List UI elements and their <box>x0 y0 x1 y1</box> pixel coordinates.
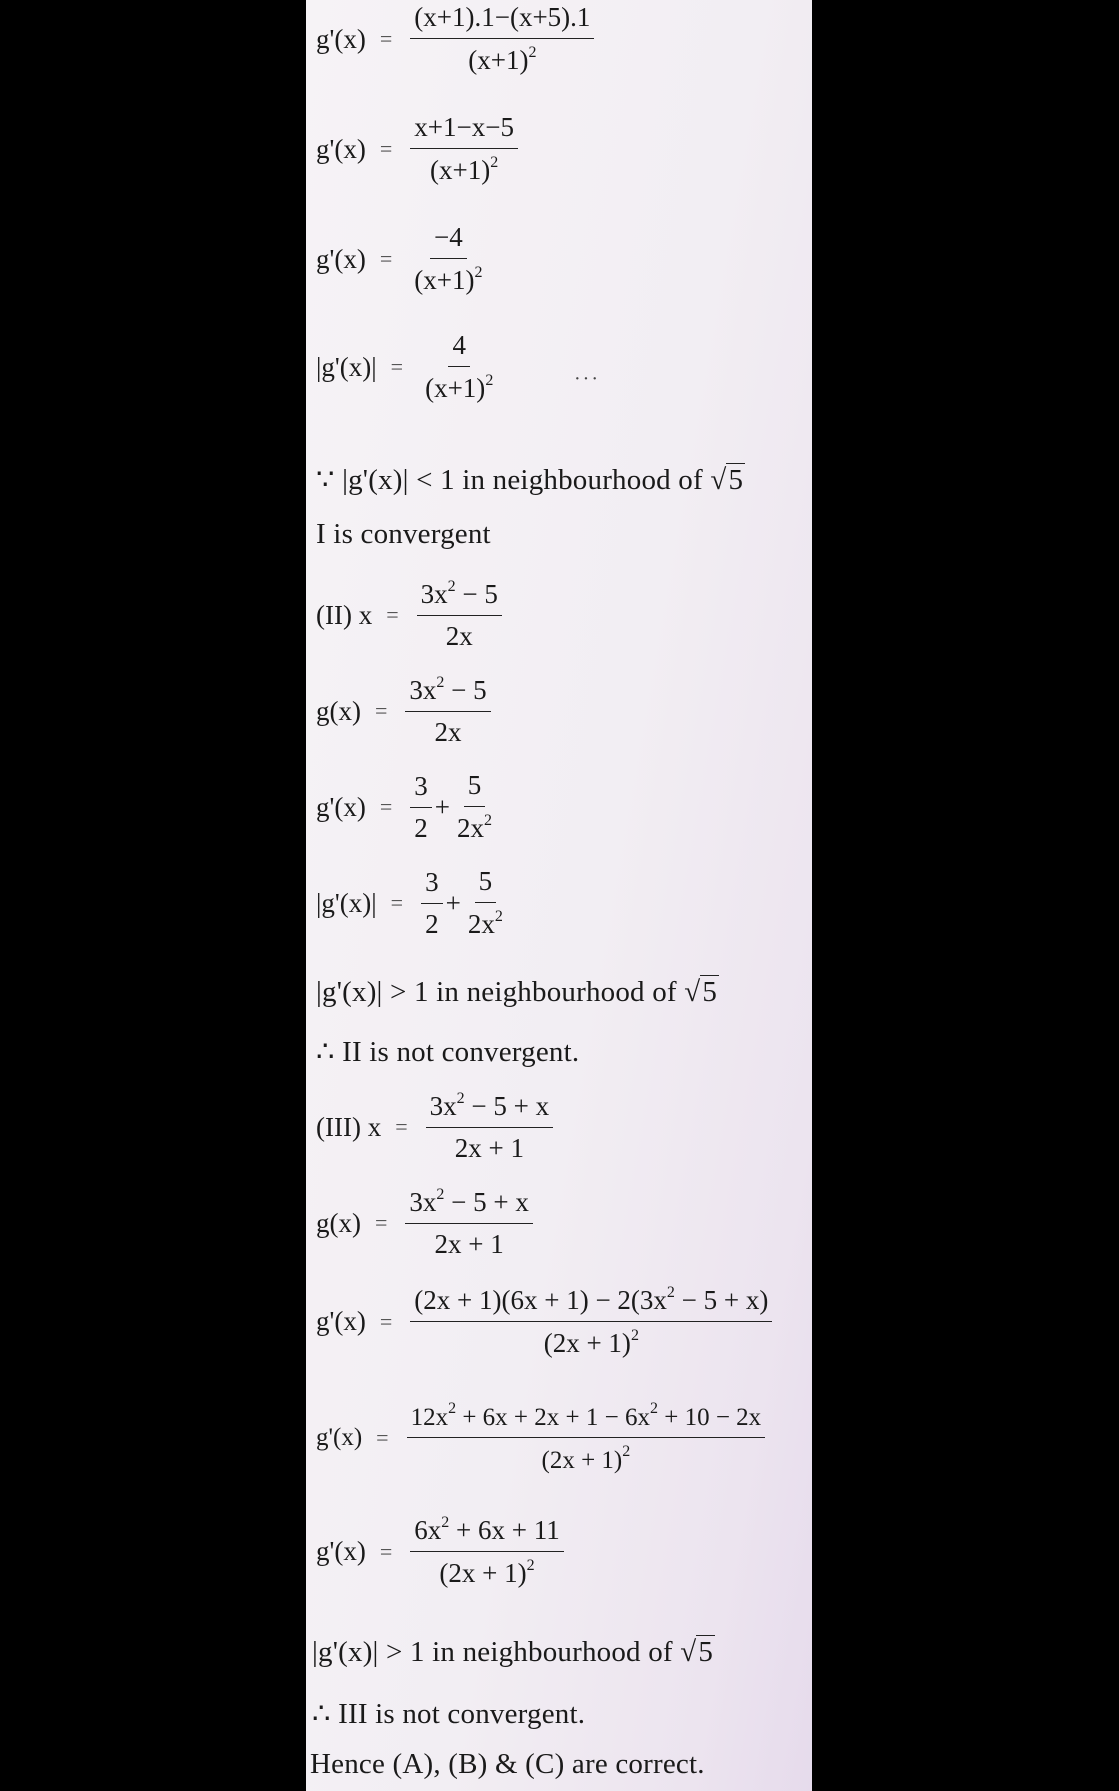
fraction <box>410 771 432 844</box>
denominator-text: 2x <box>457 813 485 843</box>
numerator <box>426 1090 553 1128</box>
denominator-text: (2x + 1) <box>541 1447 623 1474</box>
denominator-text: (x+1) <box>425 373 486 403</box>
conclusion-1: I is convergent <box>316 518 491 550</box>
equation-1 <box>316 2 594 76</box>
exponent: 2 <box>447 578 456 595</box>
equals-sign: = <box>390 354 404 379</box>
equals-sign: = <box>379 26 393 51</box>
denominator-text: (2x + 1) <box>543 1328 631 1358</box>
equation-8 <box>316 866 507 940</box>
numerator: 4 <box>448 330 470 367</box>
numerator <box>405 674 490 712</box>
equals-sign: = <box>379 794 393 819</box>
statement-convergence-1 <box>316 462 745 497</box>
exponent: 2 <box>649 1400 658 1417</box>
numerator: 5 <box>464 770 486 807</box>
numerator-term: − 5 + x) <box>674 1285 769 1315</box>
numerator <box>405 1186 532 1224</box>
denominator: 2x + 1 <box>434 1229 504 1259</box>
denominator: 2x <box>434 717 462 747</box>
fraction <box>410 1284 772 1359</box>
radicand: 5 <box>698 1636 714 1668</box>
denominator-text: 2x <box>467 909 495 939</box>
denominator: 2 <box>414 812 428 843</box>
equation-lhs: g'(x) <box>316 23 366 54</box>
denominator <box>464 903 507 940</box>
numerator-term: + 6x + 11 <box>449 1515 560 1545</box>
denominator <box>410 259 486 296</box>
exponent: 2 <box>622 1443 631 1460</box>
equals-sign: = <box>379 246 393 271</box>
exponent: 2 <box>441 1514 450 1531</box>
equation-4 <box>316 330 497 404</box>
equation-lhs: (II) x <box>316 599 373 630</box>
fraction <box>410 222 486 296</box>
denominator <box>421 367 497 404</box>
numerator-term: + 6x + 2x + 1 − 6x <box>456 1404 650 1431</box>
statement-text: |g'(x)| > 1 in neighbourhood of <box>316 976 685 1008</box>
exponent: 2 <box>436 1186 445 1203</box>
denominator <box>453 807 496 844</box>
square-root <box>684 976 719 1009</box>
numerator-term: 3x <box>409 1187 437 1217</box>
equation-12 <box>316 1400 765 1475</box>
denominator <box>435 1552 538 1589</box>
equation-11 <box>316 1284 772 1359</box>
numerator-term: 6x <box>414 1515 442 1545</box>
equation-lhs: g'(x) <box>316 1423 363 1451</box>
numerator: 3 <box>421 867 443 904</box>
denominator: 2x <box>445 621 473 651</box>
document-page <box>306 0 812 1791</box>
radical-sign: √ <box>710 464 727 496</box>
equation-3 <box>316 222 487 296</box>
numerator-term: − 5 <box>455 579 498 609</box>
numerator <box>417 578 502 616</box>
equals-sign: = <box>374 698 388 723</box>
equals-sign: = <box>395 1114 408 1139</box>
fraction <box>417 578 502 652</box>
numerator: x+1−x−5 <box>410 112 518 149</box>
exponent: 2 <box>630 1327 639 1344</box>
numerator-term: − 5 + x <box>444 1187 529 1217</box>
statement-text: ∵ |g'(x)| < 1 in neighbourhood of <box>316 464 711 496</box>
fraction <box>405 1186 532 1260</box>
conclusion-2: ∴ II is not convergent. <box>316 1036 580 1068</box>
equation-5 <box>316 578 502 652</box>
numerator: −4 <box>430 222 467 259</box>
equation-7 <box>316 770 496 844</box>
radicand: 5 <box>728 464 744 496</box>
denominator <box>464 39 540 76</box>
fraction <box>407 1400 766 1475</box>
numerator: 5 <box>475 866 497 903</box>
exponent: 2 <box>494 908 503 925</box>
numerator-term: 3x <box>409 675 437 705</box>
statement-convergence-2 <box>316 976 719 1009</box>
statement-convergence-3 <box>312 1636 715 1669</box>
denominator <box>538 1438 635 1475</box>
equation-lhs: g(x) <box>316 1207 361 1238</box>
equation-lhs: |g'(x)| <box>316 351 377 382</box>
radical-sign: √ <box>680 1636 697 1668</box>
denominator: 2x + 1 <box>454 1133 524 1163</box>
exponent: 2 <box>484 812 493 829</box>
conclusion-3: ∴ III is not convergent. <box>312 1698 586 1730</box>
equation-lhs: g'(x) <box>316 133 366 164</box>
exponent: 2 <box>485 372 494 389</box>
numerator: (x+1).1−(x+5).1 <box>410 2 594 39</box>
fraction <box>421 330 497 404</box>
numerator-term: (2x + 1)(6x + 1) − 2(3x <box>414 1285 667 1315</box>
plus-sign: + <box>445 887 461 918</box>
numerator: 3 <box>410 771 432 808</box>
exponent: 2 <box>448 1400 457 1417</box>
fraction <box>464 866 507 940</box>
fraction <box>421 867 443 940</box>
equals-sign: = <box>379 1308 393 1334</box>
denominator <box>426 149 502 186</box>
radicand: 5 <box>702 976 718 1008</box>
denominator: 2 <box>425 908 439 939</box>
final-answer: Hence (A), (B) & (C) are correct. <box>310 1748 705 1780</box>
numerator-term: 3x <box>420 579 448 609</box>
equals-sign: = <box>379 136 393 161</box>
square-root <box>710 464 745 497</box>
equation-lhs: g(x) <box>316 695 361 726</box>
square-root <box>680 1636 715 1669</box>
denominator-text: (x+1) <box>414 265 475 295</box>
fraction <box>410 2 594 76</box>
exponent: 2 <box>526 1557 535 1574</box>
numerator <box>410 1284 772 1322</box>
equation-lhs: g'(x) <box>316 243 366 274</box>
numerator <box>407 1400 766 1438</box>
numerator-term: 3x <box>429 1091 457 1121</box>
equation-9 <box>316 1090 553 1164</box>
equation-lhs: |g'(x)| <box>316 887 377 918</box>
fraction <box>410 1514 563 1589</box>
equation-13 <box>316 1514 564 1589</box>
exponent: 2 <box>528 44 537 61</box>
numerator-term: − 5 <box>444 675 487 705</box>
equation-2 <box>316 112 518 186</box>
radical-sign: √ <box>684 976 701 1008</box>
fraction <box>405 674 490 748</box>
numerator-term: + 10 − 2x <box>657 1404 762 1431</box>
numerator-term: 12x <box>410 1404 449 1431</box>
equation-lhs: g'(x) <box>316 1306 366 1336</box>
plus-sign: + <box>434 791 451 822</box>
equals-sign: = <box>376 1424 389 1450</box>
denominator-text: (2x + 1) <box>439 1558 527 1588</box>
denominator-text: (x+1) <box>468 45 529 75</box>
exponent: 2 <box>666 1284 675 1301</box>
equals-sign: = <box>386 602 399 627</box>
exponent: 2 <box>456 1090 465 1107</box>
numerator-term: − 5 + x <box>464 1091 550 1121</box>
equals-sign: = <box>374 1210 388 1235</box>
equals-sign: = <box>379 1538 393 1564</box>
equation-lhs: (III) x <box>316 1111 382 1142</box>
stray-dots: ··· <box>574 368 600 390</box>
numerator <box>410 1514 563 1552</box>
exponent: 2 <box>490 154 499 171</box>
equation-6 <box>316 674 491 748</box>
fraction <box>453 770 496 844</box>
equation-lhs: g'(x) <box>316 791 366 822</box>
statement-text: |g'(x)| > 1 in neighbourhood of <box>312 1636 681 1668</box>
denominator <box>540 1322 643 1359</box>
fraction <box>410 112 518 186</box>
equals-sign: = <box>390 890 404 915</box>
fraction <box>426 1090 553 1164</box>
exponent: 2 <box>474 264 483 281</box>
denominator-text: (x+1) <box>430 155 491 185</box>
equation-lhs: g'(x) <box>316 1536 366 1566</box>
equation-10 <box>316 1186 533 1260</box>
exponent: 2 <box>436 674 445 691</box>
